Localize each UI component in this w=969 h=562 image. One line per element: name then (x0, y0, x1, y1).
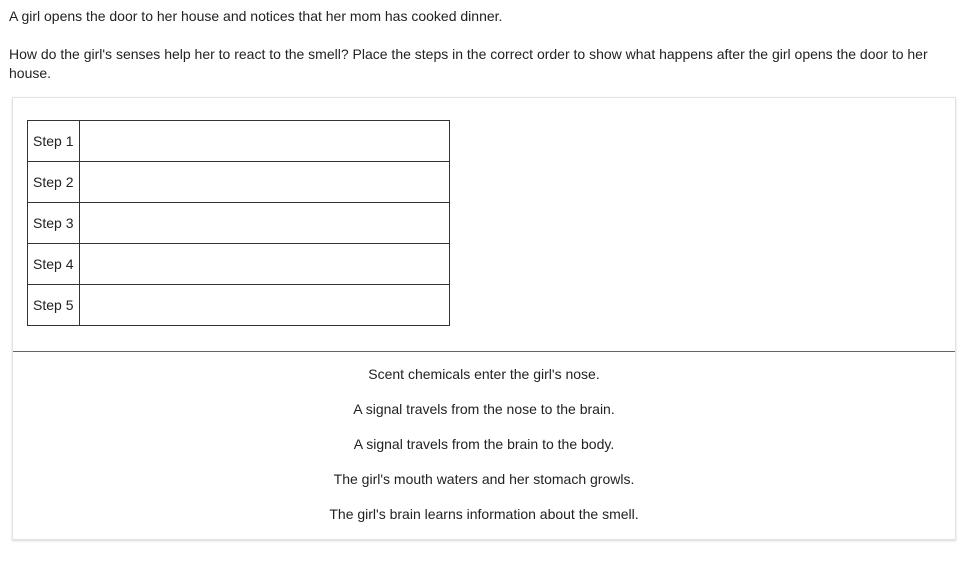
step-drop-slot-3[interactable] (80, 203, 450, 244)
step-drop-slot-2[interactable] (80, 162, 450, 203)
step-drop-slot-4[interactable] (80, 244, 450, 285)
question-text: How do the girl's senses help her to react to the smell? Place the steps in the correct order to show what happens after the girl opens the door to her house. (9, 46, 928, 81)
step-drop-slot-5[interactable] (80, 285, 450, 326)
step-label: Step 4 (28, 244, 80, 285)
step-drop-slot-1[interactable] (80, 121, 450, 162)
step-row (28, 244, 450, 285)
step-row (28, 121, 450, 162)
step-label: Step 1 (28, 121, 80, 162)
draggable-option[interactable]: Scent chemicals enter the girl's nose. (368, 366, 600, 382)
draggable-option[interactable]: The girl's brain learns information about the smell. (329, 506, 639, 522)
draggable-option[interactable]: A signal travels from the brain to the body. (353, 436, 615, 452)
step-row (28, 162, 450, 203)
step-label: Step 2 (28, 162, 80, 203)
step-row (28, 203, 450, 244)
step-label: Step 3 (28, 203, 80, 244)
step-label: Step 5 (28, 285, 80, 326)
ordering-panel (12, 97, 956, 540)
draggable-option[interactable]: A signal travels from the nose to the brain. (353, 401, 615, 417)
intro-text: A girl opens the door to her house and notices that her mom has cooked dinner. (9, 8, 503, 24)
draggable-option[interactable]: The girl's mouth waters and her stomach growls. (333, 471, 635, 487)
draggable-options-list (13, 364, 955, 539)
section-divider (13, 351, 955, 352)
step-row (28, 285, 450, 326)
steps-table (27, 120, 450, 326)
